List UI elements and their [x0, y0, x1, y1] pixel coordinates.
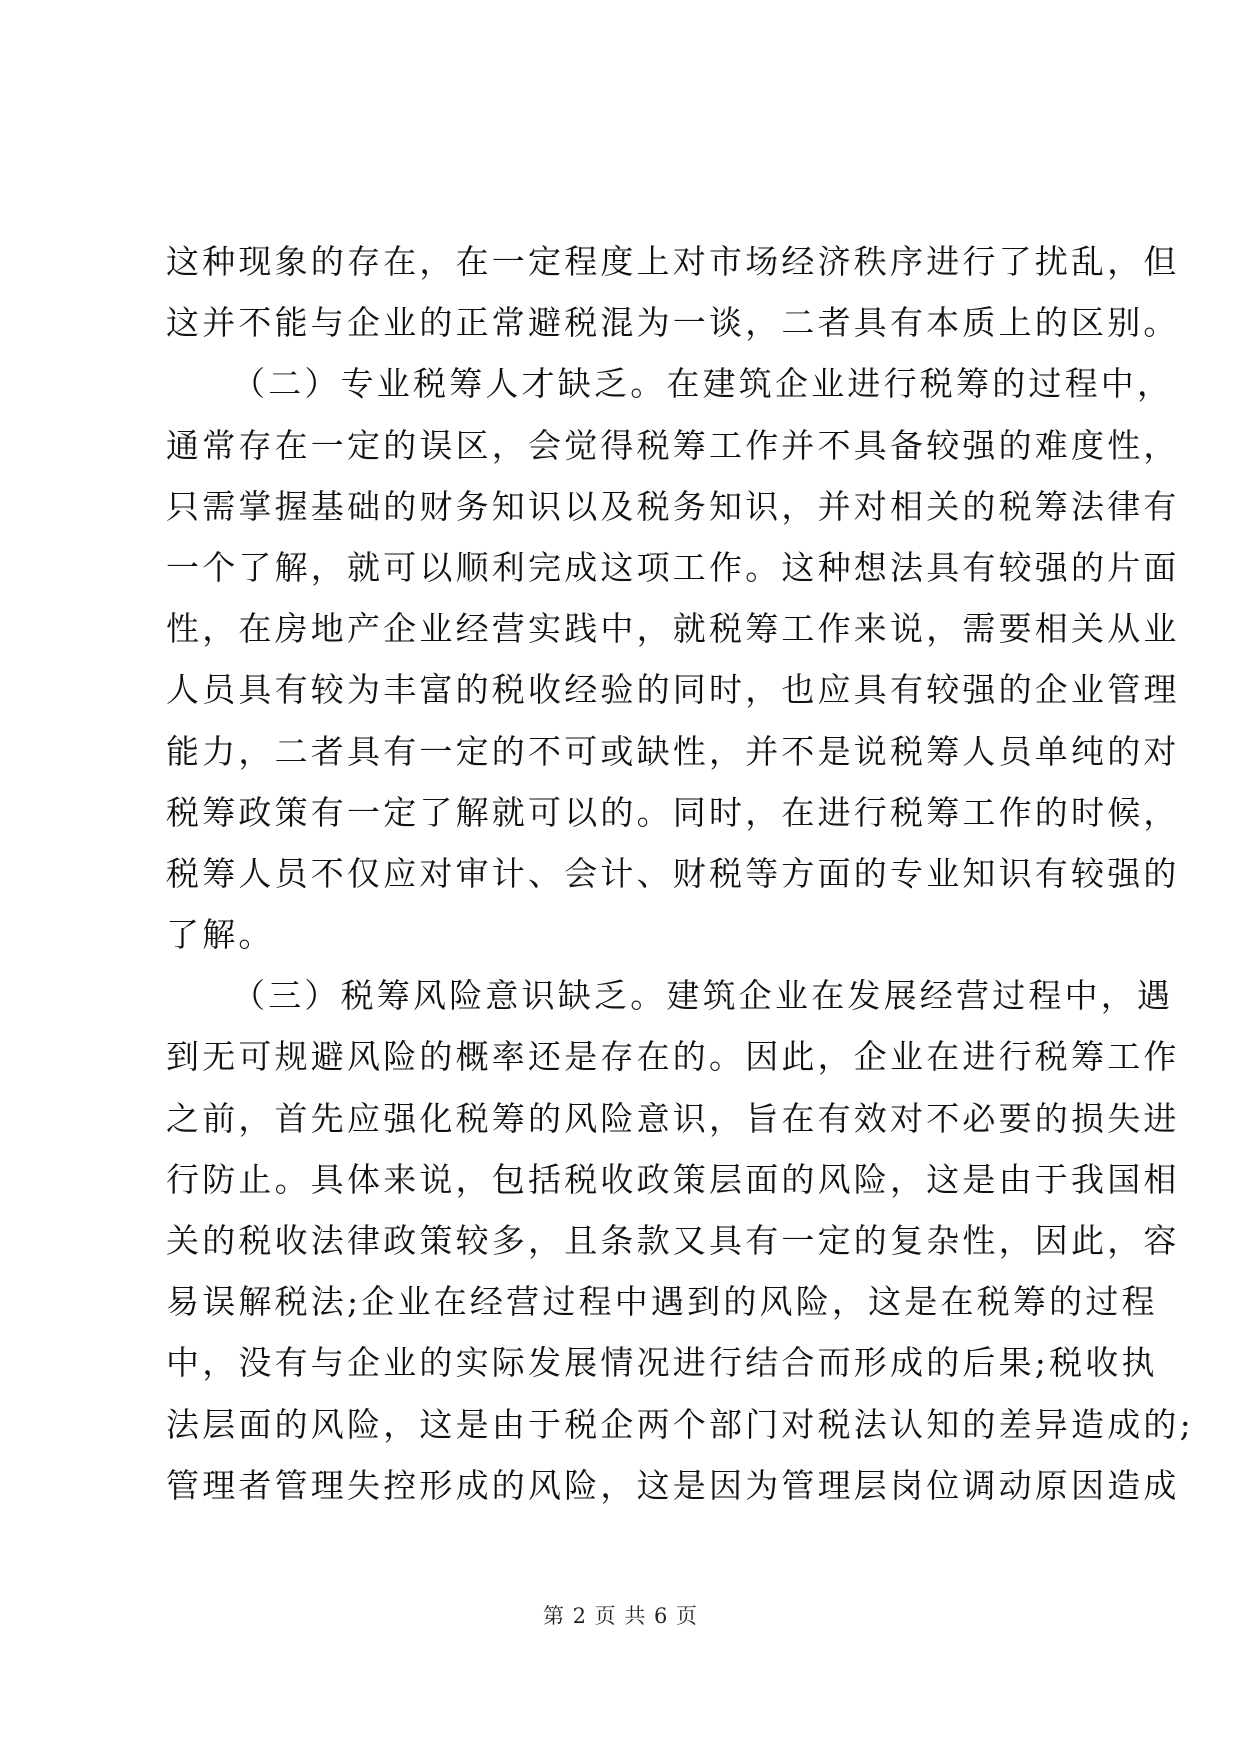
page-number-footer: 第 2 页 共 6 页: [542, 1604, 699, 1628]
text-line: 行防止。具体来说，包括税收政策层面的风险，这是由于我国相: [166, 1159, 1180, 1199]
text-line: 通常存在一定的误区，会觉得税筹工作并不具备较强的难度性，: [166, 425, 1180, 465]
text-line: 能力，二者具有一定的不可或缺性，并不是说税筹人员单纯的对: [166, 731, 1180, 771]
text-line: 税筹政策有一定了解就可以的。同时，在进行税筹工作的时候，: [166, 792, 1180, 832]
text-line: 一个了解，就可以顺利完成这项工作。这种想法具有较强的片面: [166, 547, 1180, 587]
text-line: 人员具有较为丰富的税收经验的同时，也应具有较强的企业管理: [166, 670, 1180, 710]
text-line: 这并不能与企业的正常避税混为一谈，二者具有本质上的区别。: [166, 303, 1180, 343]
text-line: 税筹人员不仅应对审计、会计、财税等方面的专业知识有较强的: [166, 853, 1180, 893]
text-line: 管理者管理失控形成的风险，这是因为管理层岗位调动原因造成: [166, 1465, 1180, 1505]
text-line: 这种现象的存在，在一定程度上对市场经济秩序进行了扰乱，但: [166, 242, 1180, 281]
text-line: 性，在房地产企业经营实践中，就税筹工作来说，需要相关从业: [166, 609, 1180, 649]
text-line: 关的税收法律政策较多，且条款又具有一定的复杂性，因此，容: [166, 1221, 1180, 1260]
text-line: 了解。: [166, 915, 275, 955]
text-line: 到无可规避风险的概率还是存在的。因此，企业在进行税筹工作: [166, 1037, 1180, 1077]
text-line: 中，没有与企业的实际发展情况进行结合而形成的后果;税收执: [166, 1343, 1158, 1383]
text-line: （二）专业税筹人才缺乏。在建筑企业进行税筹的过程中，: [232, 364, 1174, 404]
text-line: 只需掌握基础的财务知识以及税务知识，并对相关的税筹法律有: [166, 486, 1180, 526]
text-line: 法层面的风险，这是由于税企两个部门对税法认知的差异造成的;: [166, 1404, 1194, 1444]
text-line: 易误解税法;企业在经营过程中遇到的风险，这是在税筹的过程: [166, 1282, 1158, 1322]
document-body: [166, 231, 1194, 1516]
text-line: 之前，首先应强化税筹的风险意识，旨在有效对不必要的损失进: [166, 1098, 1180, 1138]
text-line: （三）税筹风险意识缺乏。建筑企业在发展经营过程中，遇: [232, 976, 1174, 1016]
